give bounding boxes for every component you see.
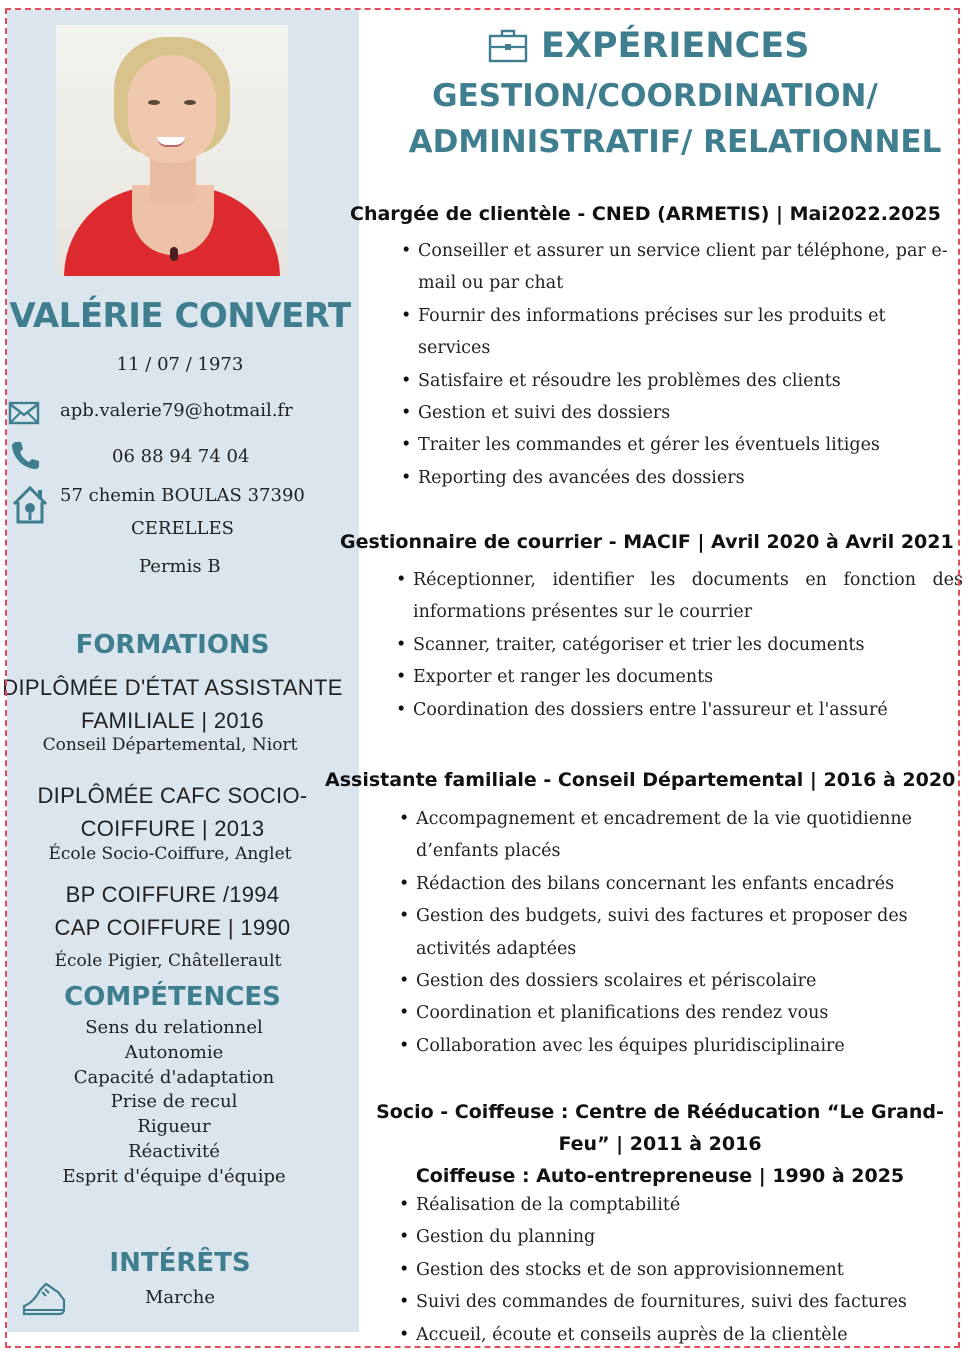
formation-1-line2: FAMILIALE | 2016	[81, 708, 264, 733]
list-item: • Gestion du planning	[416, 1221, 961, 1253]
formation-3-school: École Pigier, Châtellerault	[54, 951, 282, 971]
list-item: • Traiter les commandes et gérer les éventuels litiges	[418, 429, 958, 461]
list-item: • Accompagnement et encadrement de la vie quotidienne d’enfants placés	[416, 803, 961, 868]
skill-item: Autonomie	[124, 1041, 224, 1063]
license: Permis B	[139, 556, 221, 577]
list-item: • Reporting des avancées des dossiers	[418, 462, 958, 494]
phone-icon	[10, 439, 42, 471]
mail-icon	[8, 400, 40, 426]
profile-photo	[56, 25, 288, 276]
list-item: • Gestion et suivi des dossiers	[418, 397, 958, 429]
job-2-bullets	[413, 564, 963, 726]
formation-3	[0, 878, 345, 944]
email-text[interactable]: apb.valerie79@hotmail.fr	[60, 400, 293, 421]
formation-2-line1: DIPLÔMÉE CAFC SOCIO-	[37, 783, 308, 808]
list-item: • Suivi des commandes de fournitures, suivi des factures	[416, 1286, 961, 1318]
formation-1-school: Conseil Départemental, Niort	[42, 735, 298, 755]
job-4-bullets	[416, 1189, 961, 1351]
interests-title: INTÉRÊTS	[109, 1248, 251, 1278]
formation-2-line2: COIFFURE | 2013	[80, 816, 265, 841]
skill-item: Rigueur	[137, 1116, 211, 1138]
skills-title: COMPÉTENCES	[64, 982, 281, 1012]
main-subtitle-line1: GESTION/COORDINATION/	[432, 78, 878, 114]
skill-item: Réactivité	[128, 1140, 220, 1162]
job-3-bullets	[416, 803, 961, 1062]
job-2-title: Gestionnaire de courrier - MACIF | Avril 2020 à Avril 2021	[340, 531, 954, 553]
list-item: • Gestion des budgets, suivi des factures et proposer des activités adaptées	[416, 900, 961, 965]
skills-list	[0, 1016, 348, 1190]
formations-title: FORMATIONS	[75, 630, 270, 660]
list-item: • Satisfaire et résoudre les problèmes des clients	[418, 365, 958, 397]
formation-1-line1: DIPLÔMÉE D'ÉTAT ASSISTANTE	[2, 675, 343, 700]
formation-3-line2: CAP COIFFURE | 1990	[54, 915, 291, 940]
job-4-title-line1: Socio - Coiffeuse : Centre de Rééducation “Le Grand-	[376, 1101, 944, 1123]
job-1-bullets	[418, 235, 958, 494]
formation-1	[0, 671, 345, 737]
list-item: • Gestion des stocks et de son approvisionnement	[416, 1254, 961, 1286]
list-item: • Coordination et planifications des rendez vous	[416, 997, 961, 1029]
formation-2	[0, 779, 345, 845]
person-name: VALÉRIE CONVERT	[9, 296, 351, 336]
list-item: • Exporter et ranger les documents	[413, 661, 963, 693]
list-item: • Scanner, traiter, catégoriser et trier les documents	[413, 629, 963, 661]
list-item: • Accueil, écoute et conseils auprès de la clientèle	[416, 1319, 961, 1351]
house-icon	[10, 484, 50, 526]
job-3-title: Assistante familiale - Conseil Départemental | 2016 à 2020	[325, 769, 956, 791]
list-item: • Gestion des dossiers scolaires et périscolaire	[416, 965, 961, 997]
formation-2-school: École Socio-Coiffure, Anglet	[48, 844, 292, 864]
phone-text[interactable]: 06 88 94 74 04	[112, 446, 250, 467]
job-4-title-line2: Feu” | 2011 à 2016	[558, 1133, 762, 1155]
skill-item: Esprit d'équipe d'équipe	[62, 1165, 286, 1187]
list-item: • Réalisation de la comptabilité	[416, 1189, 961, 1221]
briefcase-icon	[488, 28, 528, 64]
job-4-title-line3: Coiffeuse : Auto-entrepreneuse | 1990 à 2025	[415, 1165, 905, 1187]
skill-item: Prise de recul	[110, 1091, 238, 1113]
list-item: • Rédaction des bilans concernant les enfants encadrés	[416, 868, 961, 900]
job-1-title: Chargée de clientèle - CNED (ARMETIS) | Mai2022.2025	[350, 203, 941, 225]
list-item: • Collaboration avec les équipes pluridisciplinaire	[416, 1030, 961, 1062]
list-item: • Conseiller et assurer un service client par téléphone, par e-mail ou par chat	[418, 235, 958, 300]
interest-item: Marche	[144, 1287, 216, 1308]
main-title: EXPÉRIENCES	[541, 26, 810, 66]
formation-3-line1: BP COIFFURE /1994	[65, 882, 280, 907]
birthdate: 11 / 07 / 1973	[116, 354, 244, 375]
address-line2: CERELLES	[131, 518, 234, 539]
skill-item: Sens du relationnel	[85, 1017, 263, 1038]
list-item: • Coordination des dossiers entre l'assureur et l'assuré	[413, 694, 963, 726]
skill-item: Capacité d'adaptation	[73, 1066, 275, 1088]
list-item: • Réceptionner, identifier les documents en fonction des informations présentes sur le courrier	[413, 564, 963, 629]
main-subtitle-line2: ADMINISTRATIF/ RELATIONNEL	[408, 124, 942, 160]
list-item: • Fournir des informations précises sur les produits et services	[418, 300, 958, 365]
address-line1: 57 chemin BOULAS 37390	[60, 485, 305, 506]
